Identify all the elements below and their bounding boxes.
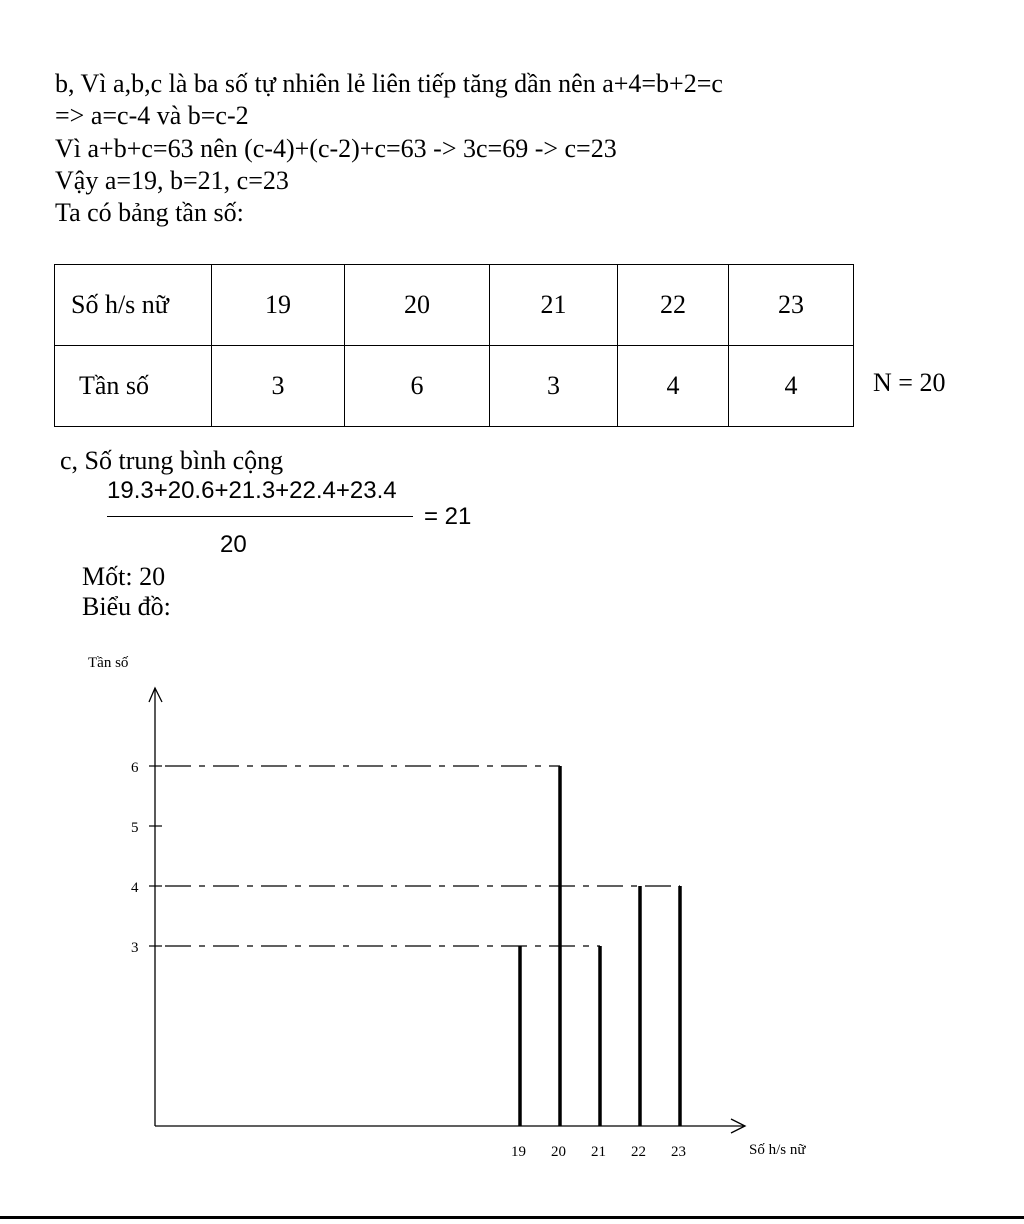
mean-label: c, Số trung bình cộng [60, 446, 284, 475]
total-count: N = 20 [873, 368, 946, 397]
table-cell: 4 [618, 346, 729, 427]
table-header-cell: Tần số [55, 346, 212, 427]
fraction-bar [107, 516, 413, 517]
text-line-3: Vì a+b+c=63 nên (c-4)+(c-2)+c=63 -> 3c=69 -> c=23 [55, 134, 617, 163]
frequency-chart [0, 640, 1024, 1180]
y-tick-label: 4 [131, 880, 139, 896]
table-cell: 19 [212, 265, 345, 346]
table-cell: 3 [490, 346, 618, 427]
table-row [55, 346, 854, 427]
text-line-1: b, Vì a,b,c là ba số tự nhiên lẻ liên tiếp tăng dần nên a+4=b+2=c [55, 69, 723, 98]
mode-value: Mốt: 20 [82, 562, 166, 591]
table-cell: 6 [345, 346, 490, 427]
table-cell: 20 [345, 265, 490, 346]
mean-numerator: 19.3+20.6+21.3+22.4+23.4 [107, 477, 397, 504]
table-cell: 4 [729, 346, 854, 427]
x-axis-label: Số h/s nữ [749, 1142, 806, 1158]
x-tick-label: 20 [551, 1144, 566, 1160]
y-tick-label: 3 [131, 940, 139, 956]
x-tick-label: 19 [511, 1144, 526, 1160]
y-tick-label: 5 [131, 820, 139, 836]
mean-denominator: 20 [220, 531, 247, 558]
bottom-rule [0, 1216, 1024, 1219]
x-tick-label: 21 [591, 1144, 606, 1160]
mean-result: = 21 [424, 503, 472, 530]
chart-caption: Biểu đồ: [82, 592, 171, 621]
y-tick-label: 6 [131, 760, 139, 776]
table-cell: 21 [490, 265, 618, 346]
y-axis-label: Tần số [88, 655, 129, 671]
x-tick-label: 23 [671, 1144, 686, 1160]
text-line-4: Vậy a=19, b=21, c=23 [55, 166, 289, 195]
frequency-table [54, 264, 854, 427]
table-cell: 22 [618, 265, 729, 346]
table-cell: 23 [729, 265, 854, 346]
x-tick-label: 22 [631, 1144, 646, 1160]
table-header-cell: Số h/s nữ [55, 265, 212, 346]
text-line-2: => a=c-4 và b=c-2 [55, 101, 249, 130]
table-cell: 3 [212, 346, 345, 427]
text-line-5: Ta có bảng tần số: [55, 198, 244, 227]
table-row [55, 265, 854, 346]
